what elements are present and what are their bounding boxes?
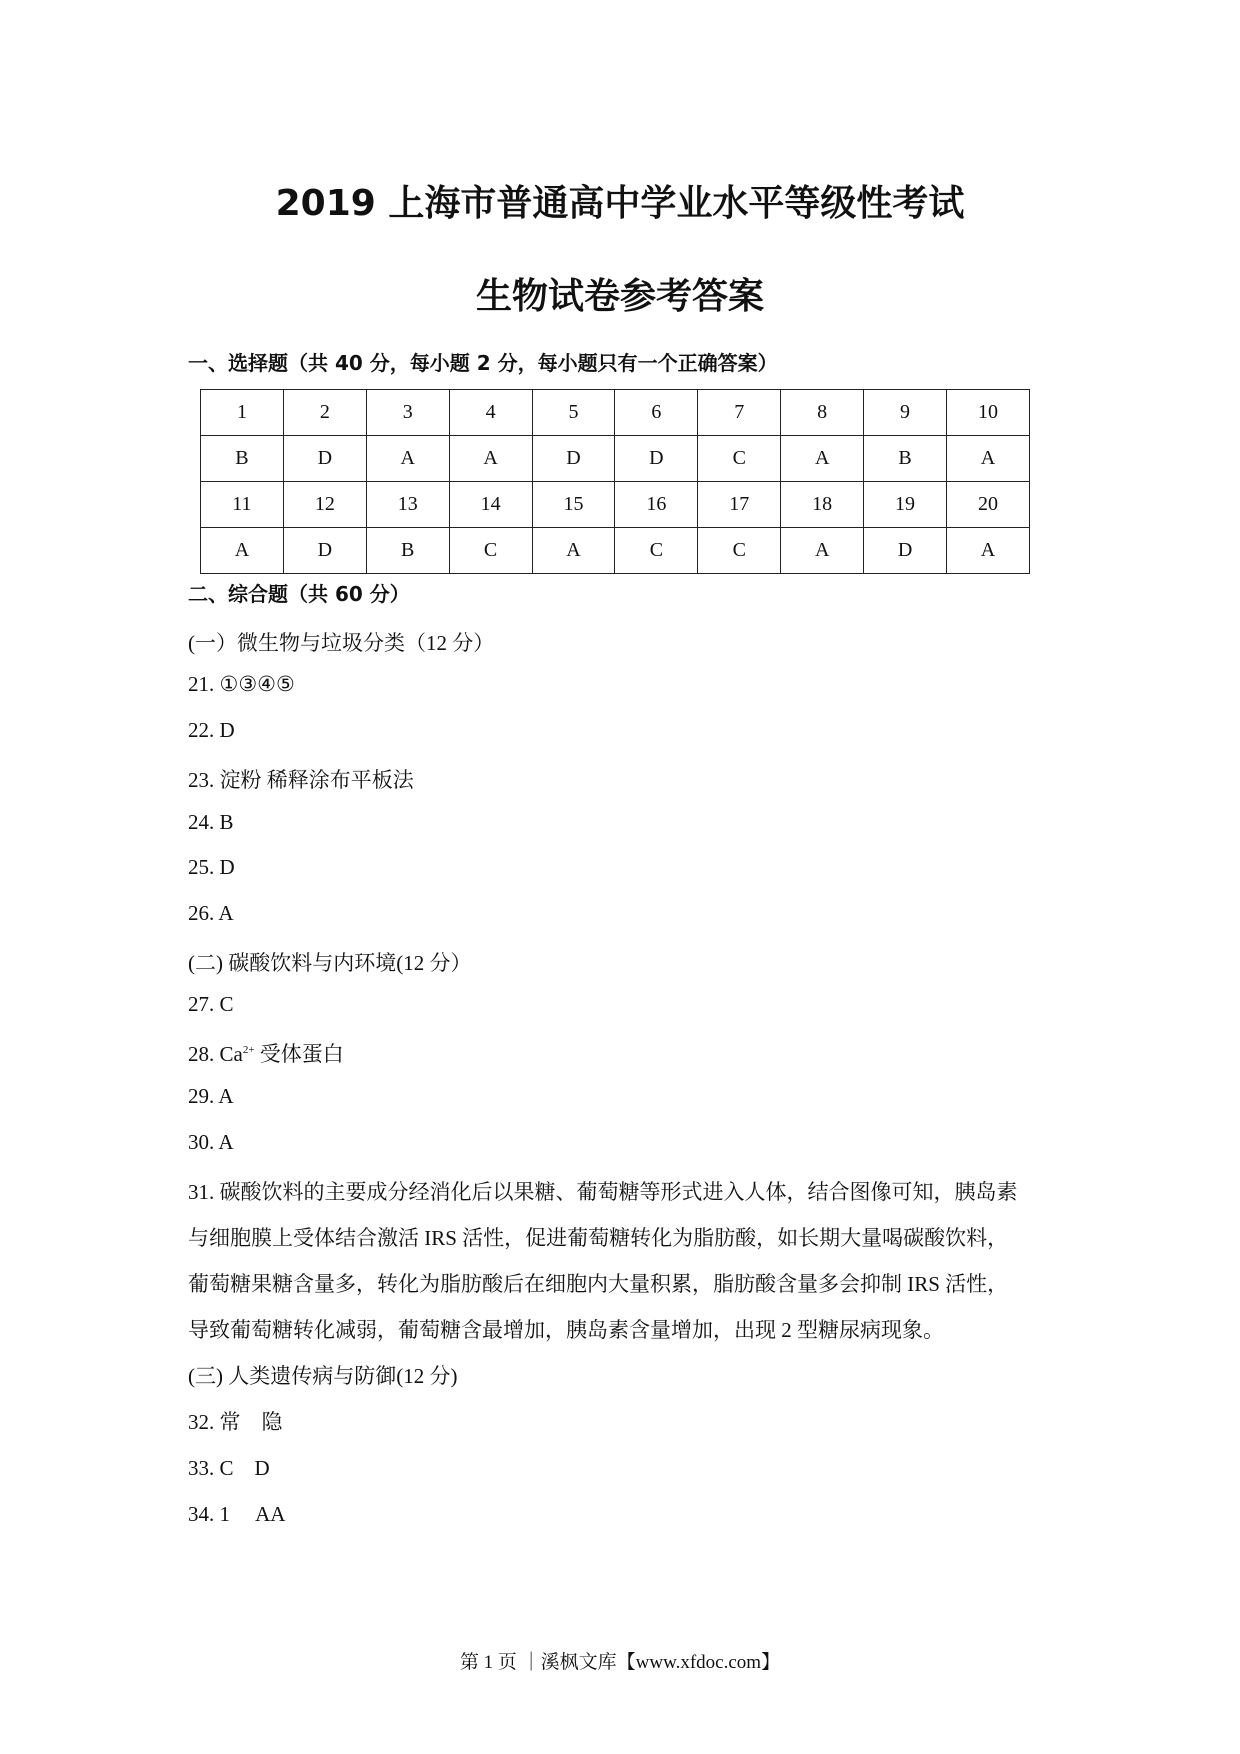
- question-number-cell: 6: [615, 390, 698, 436]
- part2-heading: (二) 碳酸饮料与内环境(12 分）: [188, 951, 472, 975]
- answer-table-row: [201, 436, 1030, 482]
- answer-31-line4: 导致葡萄糖转化减弱，葡萄糖含最增加，胰岛素含量增加，出现 2 型糖尿病现象。: [188, 1318, 944, 1342]
- answer-34: 34. 1 AA: [188, 1502, 286, 1526]
- question-number-cell: 3: [366, 390, 449, 436]
- page-footer: 第 1 页 ｜溪枫文库【www.xfdoc.com】: [459, 1652, 781, 1673]
- question-number-cell: 1: [201, 390, 284, 436]
- answer-33: 33. C D: [188, 1456, 270, 1480]
- answer-26: 26. A: [188, 901, 234, 925]
- answer-cell: D: [532, 436, 615, 482]
- section-multiple-choice-heading: 一、选择题（共 40 分，每小题 2 分，每小题只有一个正确答案）: [188, 351, 778, 375]
- section-comprehensive-heading: 二、综合题（共 60 分）: [188, 582, 410, 606]
- question-number-cell: 2: [283, 390, 366, 436]
- question-number-cell: 14: [449, 482, 532, 528]
- answer-25: 25. D: [188, 855, 235, 879]
- answer-31-line1: 31. 碳酸饮料的主要成分经消化后以果糖、葡萄糖等形式进入人体，结合图像可知，胰岛素: [188, 1180, 1018, 1204]
- answer-cell: A: [947, 528, 1030, 574]
- answer-cell: A: [201, 528, 284, 574]
- answer-cell: A: [781, 528, 864, 574]
- answer-cell: A: [449, 436, 532, 482]
- answer-29: 29. A: [188, 1084, 234, 1108]
- answer-28-prefix: 28. Ca: [188, 1042, 243, 1066]
- answer-32: 32. 常 隐: [188, 1410, 283, 1434]
- answer-cell: A: [366, 436, 449, 482]
- question-number-cell: 9: [864, 390, 947, 436]
- answer-22: 22. D: [188, 718, 235, 742]
- question-number-cell: 10: [947, 390, 1030, 436]
- question-number-cell: 8: [781, 390, 864, 436]
- question-number-cell: 11: [201, 482, 284, 528]
- exam-subtitle: 生物试卷参考答案: [475, 276, 764, 317]
- part1-heading: (一）微生物与垃圾分类（12 分）: [188, 631, 495, 655]
- question-number-cell: 20: [947, 482, 1030, 528]
- question-number-cell: 15: [532, 482, 615, 528]
- answer-cell: D: [283, 528, 366, 574]
- answer-28-suffix: 受体蛋白: [254, 1042, 344, 1066]
- exam-title: 2019 上海市普通高中学业水平等级性考试: [275, 183, 965, 224]
- answer-cell: C: [698, 436, 781, 482]
- answer-24: 24. B: [188, 810, 234, 834]
- answer-table-row: [201, 528, 1030, 574]
- answer-cell: D: [864, 528, 947, 574]
- answer-cell: C: [615, 528, 698, 574]
- answer-table: [200, 389, 1030, 574]
- answer-21: 21. ①③④⑤: [188, 672, 295, 696]
- answer-cell: C: [698, 528, 781, 574]
- question-number-cell: 17: [698, 482, 781, 528]
- answer-cell: A: [947, 436, 1030, 482]
- answer-28-superscript: 2+: [242, 1044, 255, 1056]
- answer-cell: C: [449, 528, 532, 574]
- answer-cell: A: [532, 528, 615, 574]
- answer-cell: B: [864, 436, 947, 482]
- answer-cell: A: [781, 436, 864, 482]
- question-number-cell: 12: [283, 482, 366, 528]
- question-number-cell: 16: [615, 482, 698, 528]
- question-number-cell: 13: [366, 482, 449, 528]
- answer-28: [188, 1038, 344, 1068]
- answer-30: 30. A: [188, 1130, 234, 1154]
- question-number-cell: 18: [781, 482, 864, 528]
- answer-23: 23. 淀粉 稀释涂布平板法: [188, 768, 414, 792]
- answer-table-row: [201, 390, 1030, 436]
- question-number-cell: 19: [864, 482, 947, 528]
- answer-31-line3: 葡萄糖果糖含量多，转化为脂肪酸后在细胞内大量积累，脂肪酸含量多会抑制 IRS 活性，: [188, 1272, 1009, 1296]
- answer-31-line2: 与细胞膜上受体结合激活 IRS 活性，促进葡萄糖转化为脂肪酸，如长期大量喝碳酸饮料，: [188, 1226, 1009, 1250]
- answer-table-row: [201, 482, 1030, 528]
- part3-heading: (三) 人类遗传病与防御(12 分): [188, 1364, 458, 1388]
- answer-cell: B: [366, 528, 449, 574]
- question-number-cell: 4: [449, 390, 532, 436]
- answer-cell: D: [615, 436, 698, 482]
- question-number-cell: 7: [698, 390, 781, 436]
- answer-27: 27. C: [188, 992, 234, 1016]
- question-number-cell: 5: [532, 390, 615, 436]
- answer-cell: B: [201, 436, 284, 482]
- answer-cell: D: [283, 436, 366, 482]
